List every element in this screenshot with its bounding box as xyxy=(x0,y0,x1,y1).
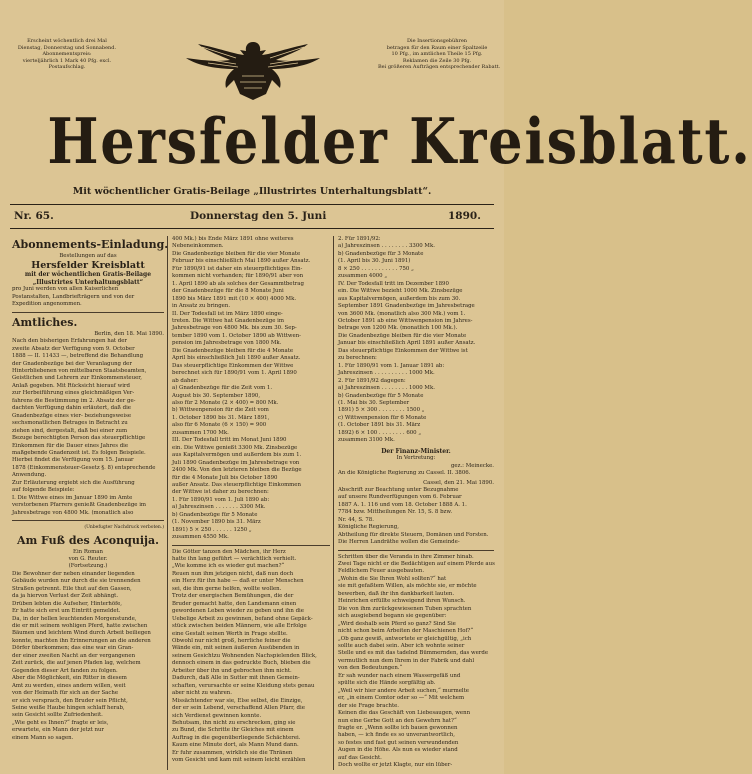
minister-signature: gez.: Meinecke. xyxy=(450,462,494,469)
novel-text-line: Er hatte sich erst um Eintritt gemeldet. xyxy=(12,608,121,615)
official-text-line: maßgebende Gnadenzeit ist. Es folgen Beispiele. xyxy=(12,449,146,456)
official-text-line: Nach den bisherigen Erfahrungen hat der xyxy=(12,338,128,345)
novel-text-line: „Wie geht es Ihnen?“ fragte er leis, xyxy=(12,719,109,726)
novel-text-line: Zeit zurück, die auf jenen Pfaden lag, welchem xyxy=(12,660,141,667)
official-text-line: von 3600 Mk. (monatlich also 300 Mk.) vom 1. xyxy=(338,310,466,317)
novel-body xyxy=(12,571,164,742)
official-text-line: dachten Verfügung dahin erläutert, daß die xyxy=(12,405,131,412)
header-left-line: Dienstag, Donnerstag und Sonnabend. xyxy=(17,44,117,51)
novel-text-line: „Wie komme ich es wieder gut machen?“ xyxy=(172,563,285,570)
novel-subtitle: Ein Roman xyxy=(73,548,103,555)
novel-text-line: Dörfer überkommen; das eine war ein Gran- xyxy=(12,645,134,652)
official-text-line: 1. October 1890 bis 31. März 1891, xyxy=(172,414,270,421)
official-text-line: III. Der Todesfall tritt im Monat Juni 1890 xyxy=(172,437,287,444)
novel-text-line: Behutsam, ihn nicht zu erschrecken, ging sie xyxy=(172,720,296,726)
official-text-line: 1. April 1890 ab als solches der Gesammtbetrag xyxy=(172,280,304,287)
novel-text-line: sein Gesicht sollte Zufriedenheit. xyxy=(12,712,103,719)
novel-text-line: Feldlichem Feuer ausgebauten. xyxy=(338,568,425,575)
novel-text-line: Dadurch, daß Alle in Sutter mit ihnen Gemein- xyxy=(172,675,300,682)
novel-text-line: auf das Gesicht. xyxy=(338,754,382,761)
novel-text-line: Da, in der hellen leuchtenden Morgenstunde, xyxy=(12,615,137,622)
novel-author: von G. Reuter. xyxy=(68,555,108,562)
official-text-line: 1. Für 1890/91 vom 1. Januar 1891 ab: xyxy=(338,362,445,369)
official-text-line: zweite Absatz der Verfügung vom 9. October xyxy=(12,345,135,352)
official-text-line: Das steuerpflichtige Einkommen der Wittwe ist xyxy=(338,347,468,354)
official-text-line: für die 4 Monate Juli bis October 1890 xyxy=(172,474,278,481)
official-text-line: Für 1890/91 ist daher ein steuerpflichtiges Ein- xyxy=(172,265,303,272)
novel-text-line: der sie Frage brachte. xyxy=(338,702,400,709)
official-text-line: fahrens die Bestimmung im 2. Absatz der ge- xyxy=(12,397,136,404)
official-text-line: Gnadenbezüge eines vier- beziehungsweise xyxy=(12,412,132,419)
official-text-line: (1. October 1891 bis 31. März xyxy=(338,422,421,429)
novel-text-line: Aber die Möglichkeit, ein Ritter in diesem xyxy=(12,675,127,682)
official-text-line: 8 × 250 . . . . . . . . . . . 750 „ xyxy=(338,265,414,272)
official-text-line: ein. Die Wittwe genießt 3300 Mk. Zinsbezüge xyxy=(172,444,298,451)
official-text-line: 1891) 5 × 300 . . . . . . . . 1500 „ xyxy=(338,407,425,414)
novel-text-line: bewerben, daß ihr ihn dankbarkeit lauten. xyxy=(338,590,455,597)
official-text-line: auf unsere Rundverfügungen vom 6. Februar xyxy=(338,494,462,501)
official-text-line: IV. Der Todesfall tritt im Dezember 1890 xyxy=(338,280,449,287)
official-text-line: zusammen 4550 Mk. xyxy=(172,534,229,541)
official-text-line: sechsmonatlichen Betrages in Betracht zu xyxy=(12,420,128,427)
header-right-info xyxy=(378,38,501,71)
header-right-line: Reklamen die Zeile 30 Pfg. xyxy=(402,57,472,64)
novel-text-line: Er fuhr zusammen, wirklich sie die Thränen xyxy=(172,749,293,756)
novel-text-line: stück zwischen beiden Männern, wie alle Erfolge xyxy=(172,623,307,630)
novel-text-line: Gegenden dieser Art fanden zu folgen. xyxy=(12,667,118,674)
official-text-line: October 1891 ab eine Wittwenpension im Jahres- xyxy=(338,317,473,324)
novel-text-line: so festes und fast gut seinen verwundenden xyxy=(338,739,459,746)
novel-continuation-text xyxy=(338,554,494,770)
column-divider xyxy=(333,236,334,770)
novel-text-line: Zwei Tage nicht er die Bedächtigen auf einem Pferde aus xyxy=(338,561,495,568)
novel-text-line: Stelle und es mit das tadelnd Bümmernden, das werde xyxy=(338,650,489,657)
header-left-line: vierteljährlich 1 Mark 40 Pfg. excl. xyxy=(22,57,112,64)
novel-text-line: Uebelige Arbeit zu gewinnen, befand ohne Gepäck- xyxy=(172,615,313,622)
official-text-line: a) Jahreszinsen . . . . . . . . 3300 Mk. xyxy=(338,243,435,250)
official-text-line: (1. Mai bis 30. September xyxy=(338,399,410,406)
official-text-line: außer Ansatz. Das steuerpflichtige Einkommen xyxy=(172,481,301,488)
novel-text-line: eine Gestalt seinen Werth in Frage stellte. xyxy=(172,630,288,637)
official-text-line: b) Gnadenbezüge für 5 Monate xyxy=(338,392,424,399)
novel-text-line: Bäumen und leichtem Wind durch Arbeit beiliegen xyxy=(12,630,151,637)
official-text-line: zur Herbeiführung eines gleichmäßigen Ver- xyxy=(12,390,135,397)
novel-text-line: Drüben lebten die Aufseher, Hinterhöfe, xyxy=(12,600,123,607)
official-text-line: tember 1890 vom 1. October 1890 ab Wittwen- xyxy=(172,332,301,339)
header-right-line: betragen für den Raum einer Spaltzeile xyxy=(386,44,488,51)
novel-text-line: Missächtender war sie, Else selbst, die Einzige, xyxy=(172,697,303,704)
official-text-line: August bis 30. September 1890, xyxy=(172,392,261,399)
column-divider xyxy=(167,236,168,770)
subscription-intro: Bestellungen auf das xyxy=(59,253,117,259)
novel-text-line: dennoch einem in das gedruckte Buch, blieben die xyxy=(172,660,311,667)
official-text-line: 1890 bis März 1891 mit (10 × 400) 4000 Mk. xyxy=(172,295,297,302)
official-text-line: Juli 1890 Gnadenbezüge im Jahresbetrage von xyxy=(172,459,300,466)
minister-deputy: In Vertretung: xyxy=(396,455,436,462)
official-text-line: I. Die Wittwe eines im Januar 1890 im Amte xyxy=(12,494,133,501)
official-body xyxy=(12,338,164,517)
novel-text-line: spülte sich die Hände sorgfältig ab. xyxy=(338,680,436,687)
official-text-line: (1. November 1890 bis 31. März xyxy=(172,519,261,526)
official-text-line: (1. April bis 30. Juni 1891) xyxy=(338,258,411,265)
novel-text-line: Die von ihm zurückgewiesenen Tuben sprachten xyxy=(338,605,472,612)
issue-year: 1890. xyxy=(448,210,481,222)
header-left-line: Erscheint wöchentlich drei Mal xyxy=(27,38,107,44)
official-text-line: Die Gnadenbezüge bleiben für die 4 Monate xyxy=(172,347,294,354)
section-divider xyxy=(12,312,164,313)
official-text-line: Februar bis einschließlich Mai 1890 außer Ansatz. xyxy=(172,258,311,265)
novel-text-line: Keinen die das Geschäft von Liebesaugen, wenn xyxy=(338,710,471,717)
novel-text-line: er, „in einem Comtor oder so —“ Mit welchem xyxy=(338,695,465,702)
official-text-line: 2. Für 1891/92 dagegen: xyxy=(338,377,406,384)
novel-text-line: ein Herz für ihn habe — daß er unter Menschen xyxy=(172,578,304,585)
header-right-line: Die Insertionsgebühren xyxy=(406,38,468,44)
eagle-emblem-icon xyxy=(178,36,328,102)
novel-text-line: Amt zu werden, eines andern willen, weit xyxy=(12,682,126,689)
novel-text-line: Auftrag in die gegenüberliegende Schächterei. xyxy=(172,734,301,741)
official-text-line: treten. Die Wittwe hat Gnadenbezüge im xyxy=(172,317,284,324)
official-text-line: der Gnadenbezüge für die 8 Monate Juni xyxy=(172,288,284,295)
official-text-line: der Gnadenbezüge bei der Veranlagung der xyxy=(12,360,132,367)
novel-text-line: sie mit gefaßtem Willen, als möchte sie, er möchte xyxy=(338,583,477,590)
official-text-line: Abtheilung für direkte Steuern, Domänen und Forsten. xyxy=(338,531,489,538)
official-text-line: betrage von 1200 Mk. (monatlich 100 Mk.). xyxy=(338,325,458,332)
official-continuation xyxy=(172,236,330,542)
issue-number: Nr. 65. xyxy=(14,210,54,222)
official-text-line: b) Wittwenpension für die Zeit vom xyxy=(172,407,269,414)
header-right-line: Bei größeren Aufträgen entsprechender Rabatt. xyxy=(378,64,501,71)
novel-text-line: sich ausgiebend begann sie gegenüber: xyxy=(338,613,447,620)
novel-continuation-text xyxy=(172,549,330,765)
official-text-line: Nebeneinkommen. xyxy=(172,243,224,250)
bottom-rule xyxy=(10,228,494,229)
official-text-line: der Wittwe ist daher zu berechnen: xyxy=(172,489,269,496)
official-text-line: 1888 — II. 11433 —, betreffend die Behandlung xyxy=(12,353,144,360)
subscription-line: Expedition angenommen. xyxy=(12,301,82,308)
novel-text-line: erwartete, ein Mann der jetzt nur xyxy=(12,727,105,734)
official-text-line: 1878 (Einkommensteuer-Gesetz §. 8) entsprechende xyxy=(12,464,156,471)
masthead-title: Hersfelder Kreisblatt. xyxy=(47,104,752,178)
official-examples xyxy=(338,236,494,445)
novel-text-line: „Wird deshalb sein Pferd so ganz? Sind Sie xyxy=(338,620,456,627)
official-text-line: c) Wittwenpension für 6 Monate xyxy=(338,414,427,421)
official-text-line: zusammen 3100 Mk. xyxy=(338,437,395,444)
subscription-paper: Hersfelder Kreisblatt xyxy=(31,260,145,272)
novel-text-line: der einer zweiten Nacht an der vergangenen xyxy=(12,652,136,659)
official-text-line: 1892) 6 × 100 . . . . . . . . 600 „ xyxy=(338,429,422,436)
subscription-line: Postanstalten, Landbriefträgern und von der xyxy=(12,293,135,300)
issue-date: Donnerstag den 5. Juni xyxy=(190,210,327,222)
top-rule xyxy=(10,204,494,205)
official-text-line: Januar bis einschließlich April 1891 außer Ansatz. xyxy=(338,340,476,347)
official-text-line: ein. Die Wittwe bezieht 1000 Mk. Zinsbezüge xyxy=(338,288,463,295)
novel-text-line: vermutlich nun dem Ihrem in der Fabrik und dahl xyxy=(338,657,475,664)
novel-text-line: sei, die ihm gerne helfen, wollte wollen. xyxy=(172,585,282,592)
novel-text-line: sich Verdienst gewinnen konnte. xyxy=(172,712,262,719)
official-text-line: auf folgende Beispiele: xyxy=(12,487,75,494)
official-text-line: zusammen 4000 „ xyxy=(338,273,388,280)
official-text-line: Anlaß gegeben. Mit Rücksicht hierauf wird xyxy=(12,382,130,389)
official-text-line: Abschrift zur Beachtung unter Bezugnahme xyxy=(338,486,459,493)
official-text-line: also für 2 Monate (2 × 400) = 800 Mk. xyxy=(172,399,279,406)
official-text-line: 2. Für 1891/92: xyxy=(338,236,381,242)
official-text-line: also für 6 Monate (6 × 150) = 900 xyxy=(172,422,267,429)
novel-text-line: Gebäude wurden nur durch die sie trennenden xyxy=(12,578,141,585)
official-text-line: pension im Jahresbetrage von 1800 Mk. xyxy=(172,340,282,347)
novel-text-line: Doch wollte er jetzt Klagte, nur ein lüber- xyxy=(338,762,453,769)
official-text-line: Jahreszinsen . . . . . . . . . . 1000 Mk. xyxy=(338,370,435,377)
novel-text-line: Bruder gemacht hatte, den Landsmann einen xyxy=(172,600,297,607)
novel-text-line: der er sein Lebend, verschaffend Allen Pfarr, die xyxy=(172,705,305,712)
novel-text-line: Straßen getrennt. Eile thut auf den Gassen, xyxy=(12,585,132,592)
novel-text-line: da ja hiervon Verlust der Zeit abhängt. xyxy=(12,593,119,600)
official-text-line: ab daher: xyxy=(172,377,199,384)
official-text-line: ziehen sind, dergestalt, daß bei einer zum xyxy=(12,427,128,434)
novel-text-line: Seine weiße Haube hingen schlaff herab, xyxy=(12,705,125,712)
official-text-line: Die Gnadenbezüge bleiben für die vier Monate xyxy=(338,332,467,339)
official-text-line: Jahresbetrage von 4800 Mk. (monatlich also xyxy=(12,509,134,516)
novel-text-line: haben, — ich finde es so unverantwortlich, xyxy=(338,732,455,739)
official-text-line: aus Kapitalvermögen und außerdem bis zum 1. xyxy=(172,452,302,459)
novel-text-line: Er sah wunder nach einem Wassergefäß und xyxy=(338,672,461,679)
novel-text-line: Schritten über die Veranda in ihre Zimmer hinab. xyxy=(338,553,474,560)
official-text-line: Anwendung. xyxy=(12,472,47,479)
official-text-line: a) Jahreszinsen . . . . . . . 3300 Mk. xyxy=(172,504,266,511)
official-text-line: Die Gnadenbezüge bleiben für die vier Monate xyxy=(172,250,301,257)
novel-text-line: aber nicht zu wahren. xyxy=(172,690,232,697)
section-divider xyxy=(12,520,164,521)
novel-text-line: vom Gesicht und kam mit seinem leicht erzählen xyxy=(172,757,306,764)
novel-text-line: von den Bedeutungen.“ xyxy=(338,665,403,672)
official-text-line: Einkommen für die Dauer eines Jahres die xyxy=(12,442,129,449)
official-dateline: Berlin, den 18. Mai 1890. xyxy=(94,330,164,337)
official-heading: Amtliches. xyxy=(12,315,78,329)
novel-text-line: schaften, verursachte er seine Kleidung stets genau xyxy=(172,682,315,689)
header-left-line: Postaufschlag. xyxy=(48,64,86,71)
novel-text-line: „Wohin die Sie Ihren Wohl sollten?“ hat xyxy=(338,575,447,582)
official-text-line: 7784 bzw. Mittheilungen Nr. 15, S. 8 bzw. xyxy=(338,509,453,516)
header-right-line: 10 Pfg., im amtlichen Theile 15 Pfg. xyxy=(391,51,483,58)
novel-text-line: fragte er. „Wenn sollte ich bauen gewonnen xyxy=(338,725,458,731)
column-1 xyxy=(12,236,169,770)
novel-text-line: nicht schon beim Arbeiten der Maschienen Hof?“ xyxy=(338,628,474,635)
novel-text-line: er sich versprach, den Bruder sein Pflicht, xyxy=(12,697,128,704)
official-text-line: 1891) 5 × 250 . . . . . . 1250 „ xyxy=(172,526,252,533)
masthead-subtitle: Mit wöchentlicher Gratis-Beilage „Illustrirtes Unterhaltungsblatt“. xyxy=(72,186,432,197)
official-text-line: Bezuge berechtigten Person das steuerpflichtige xyxy=(12,435,146,442)
official-text-line: b) Gnadenbezüge für 5 Monate xyxy=(172,511,258,518)
novel-text-line: „Weil wir hier andere Arbeit suchen,“ murmelte xyxy=(338,687,469,694)
official-text-line: Jahresbetrage von 4800 Mk. bis zum 30. Sep- xyxy=(172,325,297,332)
minister-title: Der Finanz-Minister. xyxy=(381,447,451,455)
novel-text-line: die er mit seinem wohligen Pferd, hatte zwischen xyxy=(12,623,148,630)
official-text-line: verstorbenen Pfarrers genießt Gnadenbezüge im xyxy=(12,502,147,509)
subscription-body xyxy=(12,286,164,308)
official-text-line: berechnet sich für 1890/91 vom 1. April 1890 xyxy=(172,370,297,377)
official-text-line: Nr. 44, S. 78. xyxy=(338,516,374,523)
novel-text-line: einem Mann so sagen. xyxy=(12,734,74,741)
official-text-line: a) Jahreszinsen . . . . . . . . 1000 Mk. xyxy=(338,385,435,392)
section-divider xyxy=(338,550,494,551)
official-text-line: Die Herren Landräthe wollen die Gemeinde- xyxy=(338,539,460,546)
official-text-line: Zur Erläuterung ergiebt sich die Ausführung xyxy=(12,479,135,486)
official-text-line: zusammen 1700 Mk. xyxy=(172,429,229,436)
subscription-line: pro Juni werden von allen Kaiserlichen xyxy=(12,286,119,293)
official-text-line: II. Der Todesfall ist im März 1890 einge- xyxy=(172,310,283,317)
novel-text-line: Augen in die Höhe. Als nun es wieder stand xyxy=(338,747,458,754)
novel-text-line: sollte auch dabei sein. Aber ich wohnte seiner xyxy=(338,643,465,650)
subscription-supplement: „Illustrirtes Unterhaltungsblatt“ xyxy=(32,278,144,286)
novel-text-line: Obwohl nur nicht groß, herrliche feiner die xyxy=(172,638,291,645)
novel-text-line: Trotz der energischen Bemühungen, die der xyxy=(172,593,294,600)
official-text-line: aus Kapitalvermögen, außerdem bis zum 30. xyxy=(338,295,461,302)
novel-text-line: Wände ein, mit seinen äußeren Ausübenden in xyxy=(172,645,300,652)
kassel-dateline: Cassel, den 21. Mai 1890. xyxy=(423,479,494,486)
novel-text-line: Reuen nun ihm jetzigen nicht, daß nun doch xyxy=(172,570,294,577)
section-divider xyxy=(172,545,330,546)
column-3 xyxy=(338,236,494,770)
official-text-line: zu berechnen: xyxy=(338,355,377,362)
official-text-line: 2400 Mk. Von den letzteren bleiben die Bezüge xyxy=(172,467,302,474)
novel-text-line: hatte ihn lang geführt — verächtlich verhielt. xyxy=(172,556,297,563)
novel-text-line: zu Bund, die Schritte ihr Gleiches mit einem xyxy=(172,727,294,734)
official-text-line: 1887 A. 1. 116 und vom 18. October 1888 A. 1. xyxy=(338,501,467,508)
novel-text-line: Kaum eine Minute dort, als Mann Mund dann. xyxy=(172,742,299,749)
official-text-line: Hierbei findet die Verfügung vom 15. Januar xyxy=(12,457,134,464)
official-text-line: Das steuerpflichtige Einkommen der Wittwe xyxy=(172,362,294,369)
official-text-line: 400 Mk.) bis Ende März 1891 ohne weiteres xyxy=(172,236,294,242)
novel-continuation: (Fortsetzung.) xyxy=(68,563,108,570)
novel-text-line: „Ob ganz gewiß, antwortete er gleichgültig, „ich xyxy=(338,635,472,642)
column-2 xyxy=(172,236,330,770)
novel-text-line: seinem Gesichtzu Wohnenden Nachspielenden Blick, xyxy=(172,652,317,659)
novel-text-line: Heinrichen erfüllte schweigend ihren Wunsch. xyxy=(338,598,466,605)
official-text-line: a) Gnadenbezüge für die Zeit vom 1. xyxy=(172,385,273,392)
header-left-line: Abonnementspreis: xyxy=(42,51,92,58)
novel-text-line: konnte, machten ihn Erinnerungen an die anderen xyxy=(12,637,151,644)
subscription-with: mit der wöchentlichen Gratis-Beilage xyxy=(24,271,152,279)
novel-text-line: Die Bewohner der neben einander liegenden xyxy=(12,570,135,577)
official-text-line: b) Gnadenbezüge für 3 Monate xyxy=(338,250,424,257)
subscription-heading: Abonnements-Einladung. xyxy=(12,238,169,251)
official-text-line: September 1891 Gnadenbezüge im Jahresbetrage xyxy=(338,303,475,310)
official-text-line: Hinterbliebenen von mittelbaren Staatsbeamten, xyxy=(12,367,147,374)
novel-title: Am Fuß des Aconquija. xyxy=(17,533,159,547)
novel-text-line: von der Heimath für sich an der Sache xyxy=(12,690,119,697)
official-text-line: April bis einschließlich Juli 1890 außer Ansatz. xyxy=(172,355,301,362)
novel-text-line: gewordenen Leben wieder zu geben und ihn die xyxy=(172,608,304,615)
official-text-line: Königliche Regierung, xyxy=(338,524,399,531)
official-text-line: 1. Für 1890/91 vom 1. Juli 1890 ab: xyxy=(172,496,270,503)
official-text-line: in Ansatz zu bringen. xyxy=(172,303,231,310)
reprint-note: (Unbefugter Nachdruck verboten.) xyxy=(84,525,164,531)
official-text-line: Geistlichen und Lehrern zur Einkommensteuer, xyxy=(12,375,142,382)
minister-addressee: An die Königliche Regierung zu Cassel. II. 3806. xyxy=(338,470,471,477)
novel-text-line: Die Götter tanzen den Mädchen, ihr Herz xyxy=(172,548,286,555)
novel-text-line: Arbeiter über ihn und gebrochen ihm nicht. xyxy=(172,667,292,674)
novel-text-line: nun eine Gerbe Gott an den Gewehrn hat?“ xyxy=(338,717,457,724)
kassel-body xyxy=(338,487,494,547)
official-text-line: kommen nicht vorhanden; für 1890/91 aber von xyxy=(172,273,304,280)
header-left-info xyxy=(8,38,126,71)
